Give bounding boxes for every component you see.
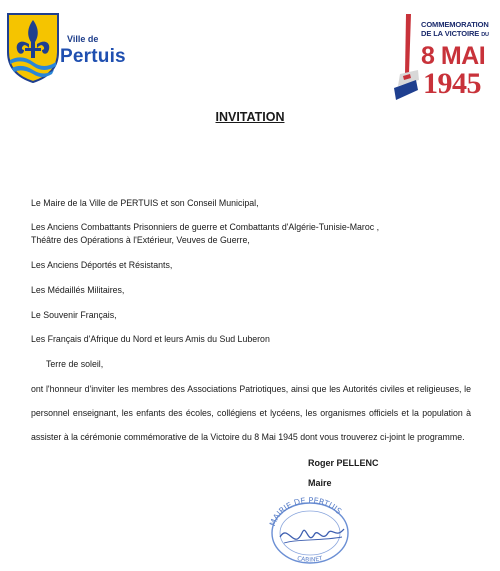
body-line-deportes: Les Anciens Déportés et Résistants,: [31, 260, 173, 270]
badge-year: 1945: [423, 67, 481, 100]
body-line-francais: Les Français d'Afrique du Nord et leurs Amis du Sud Luberon: [31, 334, 270, 344]
signatory-role: Maire: [308, 478, 332, 488]
pertuis-logo: [4, 8, 144, 84]
logo-town-name: Pertuis: [60, 46, 126, 67]
stamp-top-text: MAIRIE DE PERTUIS: [268, 495, 344, 528]
stamp-bottom-text: CABINET: [296, 554, 324, 564]
body-line-terre: Terre de soleil,: [46, 359, 104, 369]
badge-date: 8 MAI: [421, 42, 486, 70]
badge-commemoration-text: COMMEMORATION: [421, 20, 489, 29]
badge-victoire-main: DE LA VICTOIRE: [421, 29, 482, 38]
body-line-anciens-1: Les Anciens Combattants Prisonniers de guerre et Combattants d'Algérie-Tunisie-Maroc ,: [31, 222, 380, 232]
invitation-paragraph: ont l'honneur d'inviter les membres des Associations Patriotiques, ainsi que les Autorités civiles et religieuses, le personnel enseignant, les enfants des écoles, collégiens et lycéens, les organismes officiels et la population à assister à la cérémonie commémorative de la Victoire du 8 Mai 1945 dont vous trouverez ci-joint le programme.: [31, 384, 471, 442]
tricolor-flag-icon: [392, 14, 422, 104]
logo-ville-de-text: Ville de: [67, 34, 99, 44]
official-stamp-icon: [260, 493, 360, 565]
body-line-maire: Le Maire de la Ville de PERTUIS et son Conseil Municipal,: [31, 198, 259, 208]
badge-victoire-du: DU: [481, 32, 489, 38]
body-line-souvenir: Le Souvenir Français,: [31, 310, 117, 320]
badge-victoire-text: [421, 29, 489, 38]
fleur-de-lis-crest-icon: [4, 8, 62, 84]
body-line-medailles: Les Médaillés Militaires,: [31, 285, 125, 295]
body-line-anciens-2: Théâtre des Opérations à l'Extérieur, Veuves de Guerre,: [31, 235, 250, 245]
signatory-name: Roger PELLENC: [308, 458, 379, 468]
commemoration-badge: [392, 14, 496, 104]
page-title: INVITATION: [215, 110, 285, 124]
